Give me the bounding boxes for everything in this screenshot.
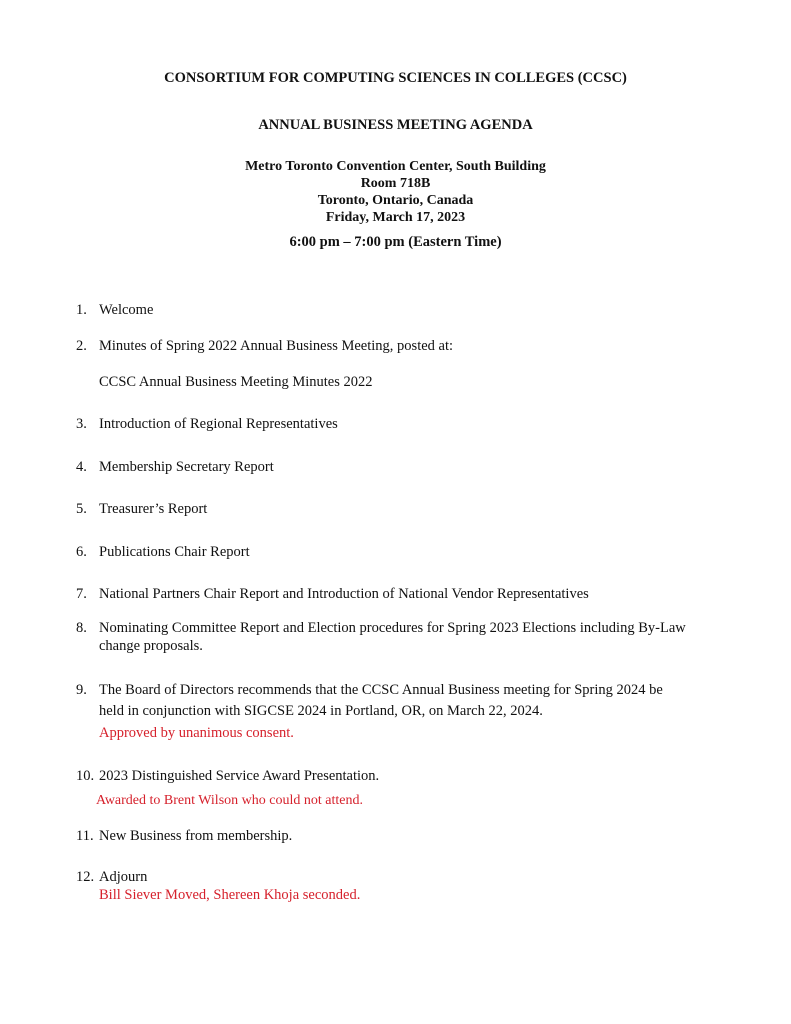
item-text: Minutes of Spring 2022 Annual Business Meeting, posted at:: [99, 338, 454, 354]
venue-name: Metro Toronto Convention Center, South Building: [245, 159, 546, 174]
item-annotation: Bill Siever Moved, Shereen Khoja seconded.: [99, 887, 361, 903]
item-annotation: Awarded to Brent Wilson who could not attend.: [96, 793, 363, 808]
item-number: 10.: [76, 768, 95, 784]
item-text: Adjourn: [99, 869, 148, 885]
document-title: ANNUAL BUSINESS MEETING AGENDA: [258, 117, 533, 133]
venue-city: Toronto, Ontario, Canada: [317, 193, 474, 208]
item-number: 6.: [76, 544, 87, 560]
venue-block: [0, 158, 791, 226]
item-annotation: Approved by unanimous consent.: [99, 725, 294, 741]
item-text: 2023 Distinguished Service Award Presentation.: [99, 768, 380, 784]
item-text: Nominating Committee Report and Election procedures for Spring 2023 Elections including By-Law change proposals.: [99, 620, 686, 654]
item-text-line-1: The Board of Directors recommends that the CCSC Annual Business meeting for Spring 2024 be: [99, 682, 663, 698]
item-number: 11.: [76, 828, 94, 844]
item-number: 3.: [76, 416, 87, 432]
item-number: 5.: [76, 501, 87, 517]
item-number: 7.: [76, 586, 87, 602]
item-text: Welcome: [99, 302, 154, 318]
item-number: 9.: [76, 682, 87, 698]
item-text: Introduction of Regional Representatives: [99, 416, 338, 432]
meeting-date: Friday, March 17, 2023: [325, 210, 466, 225]
item-text: Publications Chair Report: [99, 544, 250, 560]
item-text: Membership Secretary Report: [99, 459, 274, 475]
minutes-link[interactable]: CCSC Annual Business Meeting Minutes 2022: [99, 374, 373, 390]
item-number: 2.: [76, 338, 87, 354]
item-text: Treasurer’s Report: [99, 501, 208, 517]
item-number: 1.: [76, 302, 87, 318]
item-text: National Partners Chair Report and Introduction of National Vendor Representatives: [99, 586, 589, 602]
venue-room: Room 718B: [360, 176, 431, 191]
item-number: 12.: [76, 869, 95, 885]
organization-heading: CONSORTIUM FOR COMPUTING SCIENCES IN COLLEGES (CCSC): [164, 70, 627, 86]
item-number: 8.: [76, 620, 87, 636]
meeting-time: 6:00 pm – 7:00 pm (Eastern Time): [289, 234, 502, 250]
item-text: New Business from membership.: [99, 828, 293, 844]
item-text-line-2: held in conjunction with SIGCSE 2024 in Portland, OR, on March 22, 2024.: [99, 703, 543, 719]
item-number: 4.: [76, 459, 87, 475]
